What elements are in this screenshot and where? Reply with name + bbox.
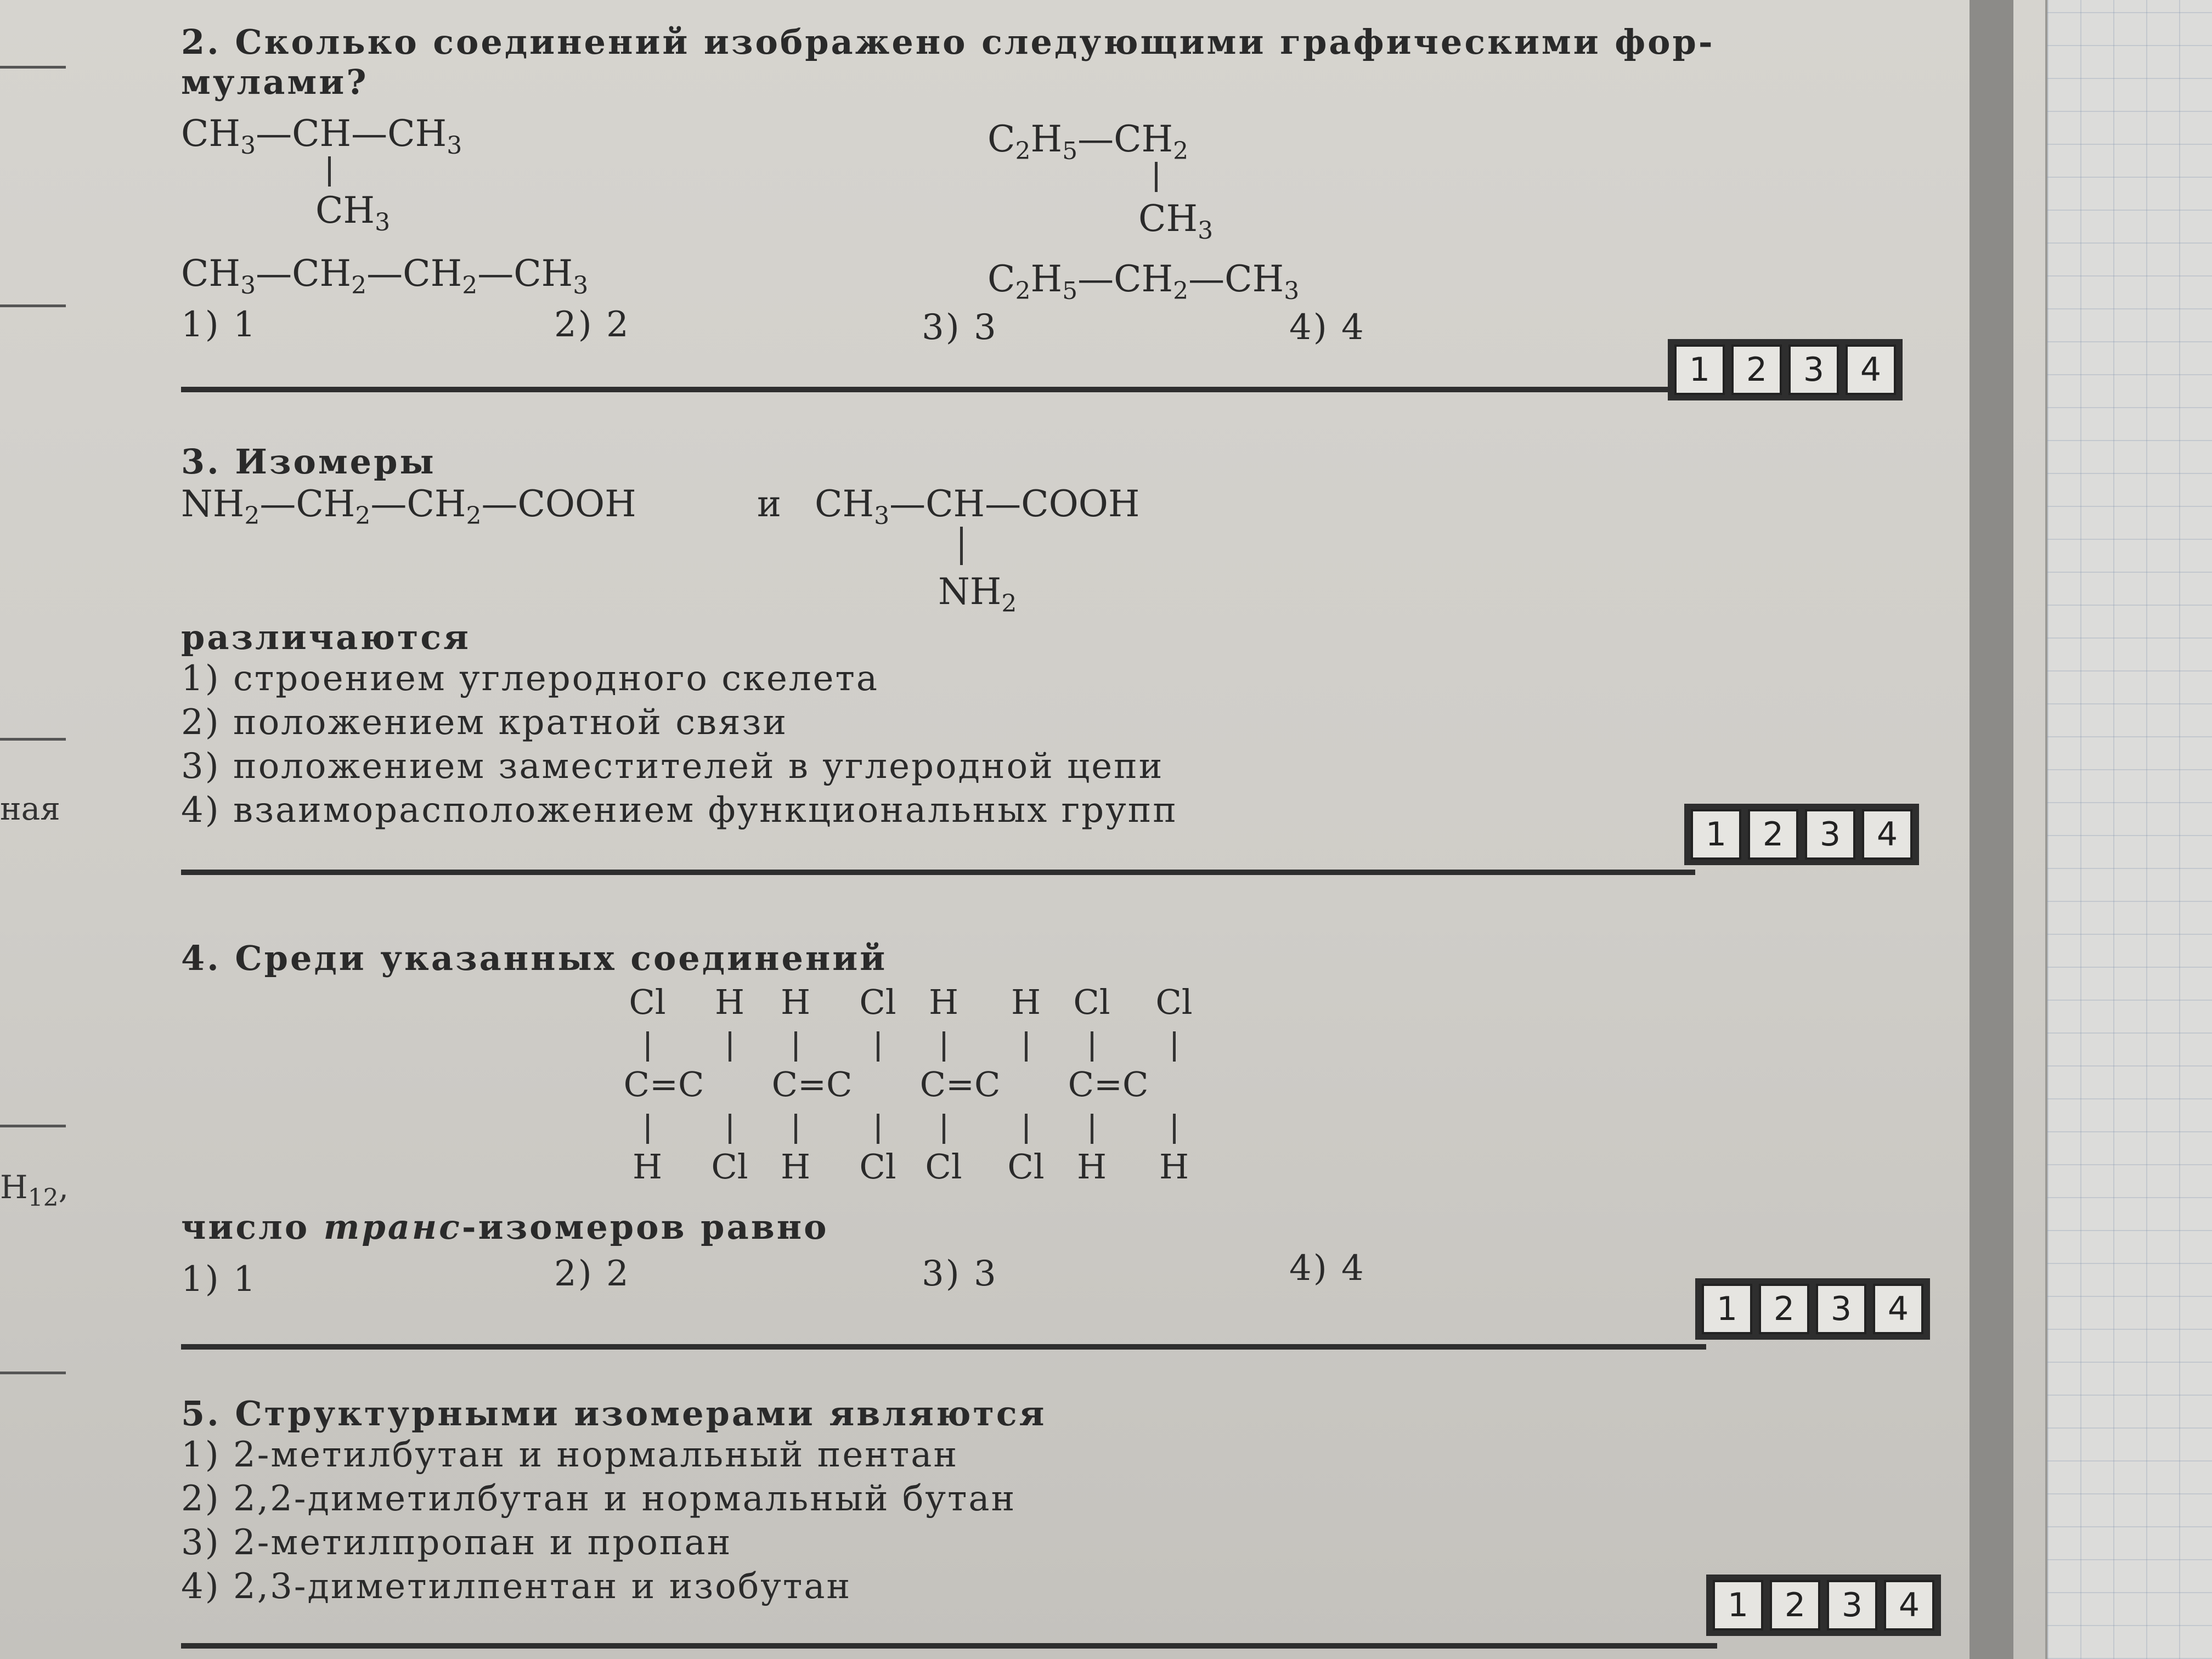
question-2-title: 2. Сколько соединений изображено следующими графическими фор-	[181, 22, 1715, 62]
bond	[794, 1031, 797, 1062]
option-3[interactable]: 3) 3	[922, 1254, 998, 1294]
answer-box-2[interactable]: 2	[1770, 1580, 1820, 1630]
divider	[0, 66, 66, 69]
double-bond: C=C	[919, 1064, 1001, 1104]
answer-boxes	[1668, 339, 1903, 400]
margin-fragment: ная	[0, 790, 60, 827]
formula-beta-alanine: $NH_2—CH_2—CH_2—COOH$	[181, 483, 636, 530]
answer-box-4[interactable]: 4	[1873, 1284, 1923, 1334]
answer-box-3[interactable]: 3	[1805, 809, 1855, 860]
substituent-top: H	[928, 982, 959, 1022]
option-4[interactable]: 4) 4	[1289, 1248, 1365, 1289]
question-5-title: 5. Структурными изомерами являются	[181, 1393, 1047, 1434]
page-edge-bar	[1970, 0, 2013, 1659]
bond	[1155, 162, 1158, 192]
section-divider	[181, 1344, 1706, 1350]
option-2[interactable]: 2) 2,2-диметилбутан и нормальный бутан	[181, 1479, 1017, 1519]
left-margin-page	[0, 0, 121, 1659]
substituent-top: H	[714, 982, 745, 1022]
divider	[0, 1125, 66, 1127]
answer-box-3[interactable]: 3	[1816, 1284, 1866, 1334]
option-1[interactable]: 1) 1	[181, 1259, 257, 1300]
bond	[960, 527, 963, 565]
bond	[1173, 1114, 1176, 1144]
substituent-top: Cl	[1155, 982, 1193, 1022]
substituent-top: Cl	[859, 982, 896, 1022]
option-4[interactable]: 4) 2,3-диметилпентан и изобутан	[181, 1566, 852, 1607]
divider	[0, 1372, 66, 1374]
answer-box-2[interactable]: 2	[1731, 345, 1782, 395]
option-4[interactable]: 4) 4	[1289, 307, 1365, 348]
margin-fragment: $H_{12}$,	[0, 1169, 69, 1212]
conjunction: и	[757, 483, 781, 525]
answer-box-4[interactable]: 4	[1862, 809, 1912, 860]
substituent-top: Cl	[1073, 982, 1110, 1022]
question-3	[181, 442, 1964, 482]
bond	[943, 1031, 945, 1062]
divider	[0, 738, 66, 741]
option-2[interactable]: 2) 2	[554, 1254, 630, 1294]
answer-box-1[interactable]: 1	[1713, 1580, 1763, 1630]
substituent-bottom: H	[632, 1147, 663, 1187]
answer-box-2[interactable]: 2	[1748, 809, 1798, 860]
substituent-top: H	[1011, 982, 1041, 1022]
substituent-bottom: Cl	[859, 1147, 896, 1187]
double-bond: C=C	[623, 1064, 704, 1104]
question-4-title: 4. Среди указанных соединений	[181, 938, 888, 978]
double-bond: C=C	[771, 1064, 853, 1104]
question-4	[181, 938, 1964, 978]
option-3[interactable]: 3) положением заместителей в углеродной цепи	[181, 746, 1164, 787]
substituent-bottom: H	[1159, 1147, 1189, 1187]
bond	[729, 1031, 731, 1062]
option-1[interactable]: 1) строением углеродного скелета	[181, 658, 879, 699]
bond	[1091, 1031, 1093, 1062]
formula-pentane: $C_2H_5—CH_2—CH_3$	[988, 258, 1300, 305]
answer-boxes	[1706, 1575, 1941, 1636]
answer-box-1[interactable]: 1	[1674, 345, 1725, 395]
bond	[794, 1114, 797, 1144]
questions-area	[181, 0, 1964, 1659]
question-4-lead: число транс-изомеров равно	[181, 1207, 829, 1247]
substituent-top: H	[780, 982, 811, 1022]
substituent-bottom: H	[1076, 1147, 1107, 1187]
formula-butane-top: $C_2H_5—CH_2$	[988, 118, 1189, 165]
option-2[interactable]: 2) положением кратной связи	[181, 702, 788, 743]
dichloroethene-structures	[623, 982, 1399, 1201]
question-2	[181, 22, 1964, 102]
bond	[729, 1114, 731, 1144]
answer-boxes	[1684, 804, 1919, 865]
answer-box-4[interactable]: 4	[1884, 1580, 1934, 1630]
option-2[interactable]: 2) 2	[554, 304, 630, 345]
answer-boxes	[1695, 1278, 1930, 1340]
bond	[877, 1031, 879, 1062]
answer-box-4[interactable]: 4	[1846, 345, 1896, 395]
answer-box-3[interactable]: 3	[1788, 345, 1839, 395]
answer-box-1[interactable]: 1	[1691, 809, 1741, 860]
formula-isobutane-branch: $CH_3$	[315, 189, 391, 236]
answer-box-2[interactable]: 2	[1759, 1284, 1809, 1334]
formula-alanine: $CH_3—CH—COOH$	[815, 483, 1140, 530]
formula-n-butane: $CH_3—CH_2—CH_2—CH_3$	[181, 252, 589, 300]
divider	[0, 304, 66, 307]
substituent-bottom: Cl	[1007, 1147, 1045, 1187]
section-divider	[181, 1643, 1717, 1649]
substituent-bottom: Cl	[711, 1147, 748, 1187]
option-4[interactable]: 4) взаиморасположением функциональных групп	[181, 790, 1178, 831]
question-3-lead: различаются	[181, 617, 471, 657]
formula-isobutane-top: $CH_3—CH—CH_3$	[181, 112, 462, 160]
section-divider	[181, 387, 1673, 392]
substituent-bottom: Cl	[925, 1147, 962, 1187]
answer-box-1[interactable]: 1	[1702, 1284, 1752, 1334]
bond	[646, 1114, 649, 1144]
double-bond: C=C	[1068, 1064, 1149, 1104]
bond	[328, 156, 331, 187]
option-3[interactable]: 3) 2-метилпропан и пропан	[181, 1522, 732, 1563]
bond	[943, 1114, 945, 1144]
question-2-title-cont: мулами?	[181, 62, 369, 102]
bond	[1173, 1031, 1176, 1062]
option-1[interactable]: 1) 1	[181, 304, 257, 345]
question-3-title: 3. Изомеры	[181, 442, 436, 482]
option-1[interactable]: 1) 2-метилбутан и нормальный пентан	[181, 1435, 959, 1475]
bond	[1091, 1114, 1093, 1144]
question-4-body	[181, 1207, 1964, 1247]
answer-box-3[interactable]: 3	[1827, 1580, 1877, 1630]
question-3-body	[181, 617, 1964, 657]
substituent-bottom: H	[780, 1147, 811, 1187]
bond	[646, 1031, 649, 1062]
grid-paper-sheet	[2045, 0, 2212, 1659]
option-3[interactable]: 3) 3	[922, 307, 998, 348]
question-5	[181, 1393, 1964, 1434]
bond	[1025, 1114, 1028, 1144]
substituent-top: Cl	[629, 982, 666, 1022]
formula-alanine-amino: $NH_2$	[938, 571, 1017, 618]
formula-butane-branch: $CH_3$	[1138, 198, 1214, 245]
bond	[1025, 1031, 1028, 1062]
bond	[877, 1114, 879, 1144]
section-divider	[181, 870, 1695, 875]
